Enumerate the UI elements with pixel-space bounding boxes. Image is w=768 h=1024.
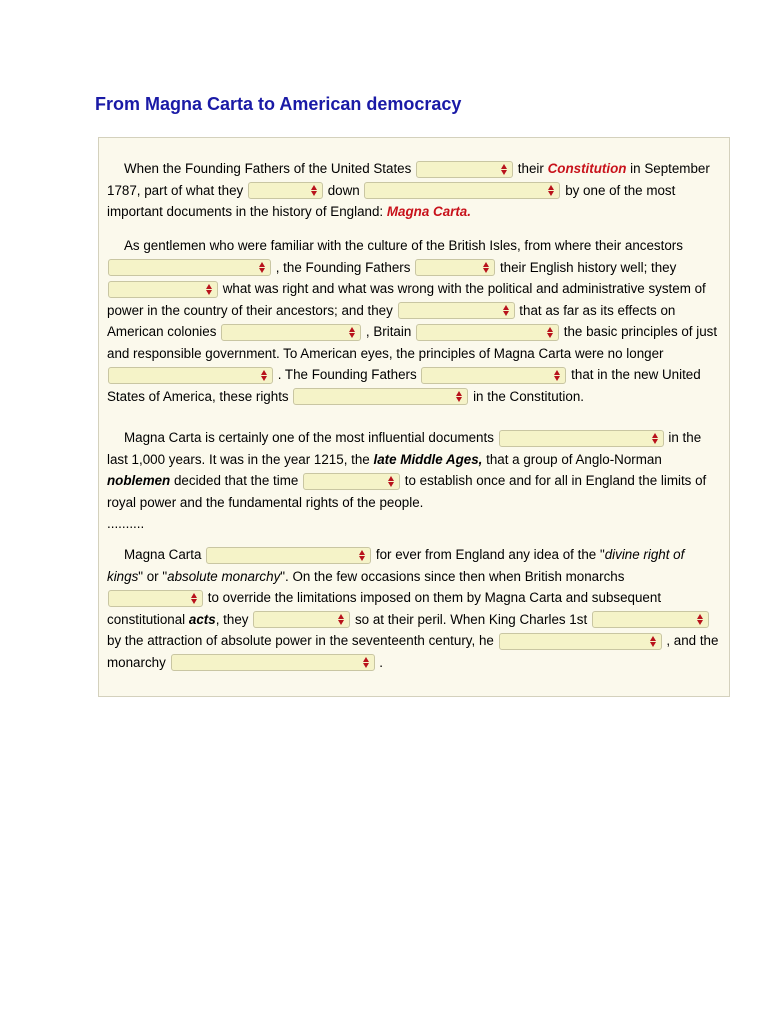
- up-down-arrows-icon: [554, 369, 561, 382]
- up-down-arrows-icon: [548, 184, 555, 197]
- text: When the Founding Fathers of the United States: [124, 161, 412, 176]
- up-down-arrows-icon: [501, 163, 508, 176]
- up-down-arrows-icon: [206, 283, 213, 296]
- text: in the Constitution.: [473, 388, 584, 404]
- text: to establish once and for all in England the limits of royal power and the fundamental rights of the people.: [107, 473, 707, 510]
- text: , they: [215, 611, 249, 627]
- text: to override the limitations imposed on them by Magna Carta and subsequent constitutional: [107, 590, 662, 627]
- text: .: [379, 654, 383, 670]
- blank-15-dropdown[interactable]: [206, 547, 371, 564]
- text: . The Founding Fathers: [277, 367, 417, 382]
- keyword-late-middle-ages: late Middle Ages,: [373, 451, 483, 467]
- phrase-divine-right: divine right of kings: [107, 547, 685, 584]
- text: decided that the time: [173, 473, 299, 488]
- keyword-acts: acts: [188, 611, 216, 627]
- paragraph-4: [107, 544, 723, 673]
- blank-14-dropdown[interactable]: [303, 473, 400, 490]
- blank-19-dropdown[interactable]: [499, 633, 662, 650]
- paragraph-1: [107, 158, 723, 223]
- text: As gentlemen who were familiar with the culture of the British Isles, from where their ancestors: [124, 238, 683, 253]
- text: so at their peril. When King Charles 1st: [354, 611, 588, 627]
- blank-20-dropdown[interactable]: [171, 654, 375, 671]
- text: that in the new United States of America, these rights: [107, 367, 701, 404]
- blank-12-dropdown[interactable]: [293, 388, 468, 405]
- keyword-noblemen: noblemen: [107, 473, 171, 488]
- up-down-arrows-icon: [547, 326, 554, 339]
- paragraph-3: [107, 427, 723, 535]
- page-title: From Magna Carta to American democracy: [95, 94, 462, 114]
- blank-10-dropdown[interactable]: [108, 367, 273, 384]
- ellipsis: ..........: [107, 516, 145, 531]
- up-down-arrows-icon: [650, 635, 657, 648]
- up-down-arrows-icon: [311, 184, 318, 197]
- text: what was right and what was wrong with the political and administrative system of power in the country of their ancestors; and they: [107, 281, 706, 318]
- text: Magna Carta: [124, 547, 202, 562]
- text: by one of the most important documents in the history of England:: [107, 182, 676, 219]
- blank-7-dropdown[interactable]: [398, 302, 515, 319]
- text: " or ": [138, 568, 168, 584]
- blank-9-dropdown[interactable]: [416, 324, 559, 341]
- text: the basic principles of just and responsible government. To American eyes, the principles of Magna Carta were no longer: [107, 324, 718, 361]
- up-down-arrows-icon: [483, 261, 490, 274]
- up-down-arrows-icon: [338, 613, 345, 626]
- text: by the attraction of absolute power in the seventeenth century, he: [107, 633, 494, 648]
- up-down-arrows-icon: [259, 261, 266, 274]
- text: , Britain: [365, 324, 412, 339]
- up-down-arrows-icon: [697, 613, 704, 626]
- text: ". On the few occasions since then when British monarchs: [280, 568, 625, 584]
- text: in the last 1,000 years. It was in the year 1215, the: [107, 430, 702, 467]
- blank-4-dropdown[interactable]: [108, 259, 271, 276]
- up-down-arrows-icon: [503, 304, 510, 317]
- blank-8-dropdown[interactable]: [221, 324, 361, 341]
- text: that as far as its effects on American colonies: [107, 302, 676, 339]
- up-down-arrows-icon: [359, 549, 366, 562]
- text: that a group of Anglo-Norman: [486, 451, 662, 467]
- blank-2-dropdown[interactable]: [248, 182, 323, 199]
- blank-5-dropdown[interactable]: [415, 259, 495, 276]
- blank-16-dropdown[interactable]: [108, 590, 203, 607]
- text: Magna Carta is certainly one of the most influential documents: [124, 430, 494, 445]
- up-down-arrows-icon: [456, 390, 463, 403]
- blank-18-dropdown[interactable]: [592, 611, 709, 628]
- up-down-arrows-icon: [191, 592, 198, 605]
- blank-17-dropdown[interactable]: [253, 611, 350, 628]
- text: their: [517, 161, 544, 176]
- text: , and the monarchy: [107, 633, 719, 670]
- blank-13-dropdown[interactable]: [499, 430, 664, 447]
- phrase-absolute-monarchy: absolute monarchy: [167, 568, 281, 584]
- paragraph-2: [107, 235, 723, 407]
- up-down-arrows-icon: [388, 475, 395, 488]
- up-down-arrows-icon: [349, 326, 356, 339]
- blank-1-dropdown[interactable]: [416, 161, 513, 178]
- text: down: [327, 182, 360, 198]
- keyword-magna-carta: Magna Carta.: [386, 204, 471, 219]
- up-down-arrows-icon: [261, 369, 268, 382]
- text: for ever from England any idea of the ": [375, 547, 605, 562]
- text: , the Founding Fathers: [275, 259, 411, 275]
- keyword-constitution: Constitution: [547, 161, 627, 176]
- blank-3-dropdown[interactable]: [364, 182, 560, 199]
- up-down-arrows-icon: [363, 656, 370, 669]
- blank-6-dropdown[interactable]: [108, 281, 218, 298]
- text: their English history well; they: [499, 259, 677, 275]
- up-down-arrows-icon: [652, 432, 659, 445]
- blank-11-dropdown[interactable]: [421, 367, 566, 384]
- text: in September 1787, part of what they: [107, 161, 710, 198]
